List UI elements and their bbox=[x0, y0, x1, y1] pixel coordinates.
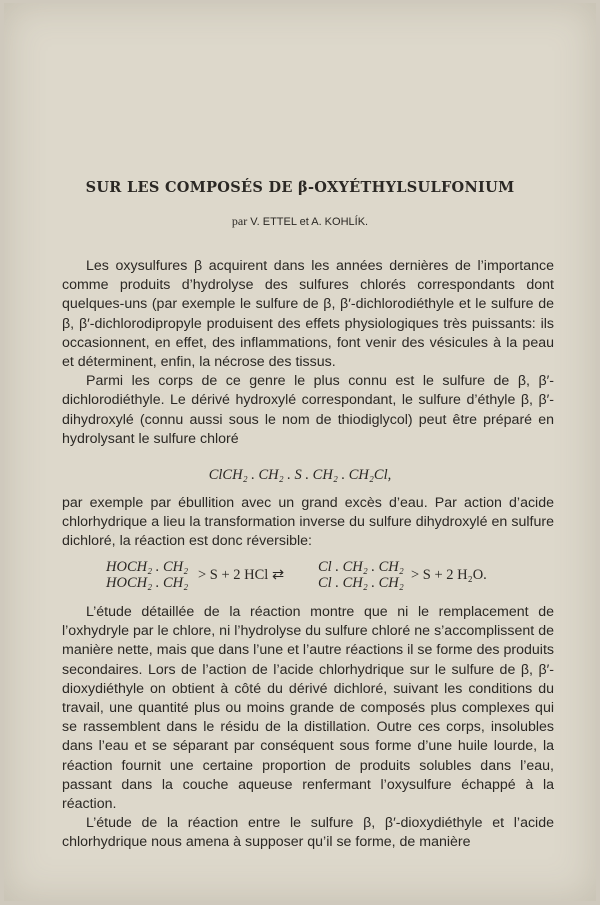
authors-names: V. ETTEL et A. KOHLÍK. bbox=[250, 216, 369, 228]
equation-right-middle: > S + 2 H₂O. bbox=[411, 567, 487, 583]
equation-left-top: HOCH₂ . CH₂ bbox=[106, 559, 189, 575]
paragraph-dichlorodiethyl: Parmi les corps de ce genre le plus connu est le sulfure de β, β′-dichlorodiéthyle. Le dérivé hydroxylé correspondant, le sulfure d’éthyle β, β′-dihydroxylé (connu aussi sous le nom de thiodiglycol) peut être préparé en hydrolysant le sulfure chloré bbox=[62, 373, 554, 447]
equation-right-product bbox=[318, 559, 404, 591]
equation-left-bottom: HOCH₂ . CH₂ bbox=[106, 575, 189, 591]
reversible-reaction-equation bbox=[106, 559, 526, 597]
equation-right-top: Cl . CH₂ . CH₂ bbox=[318, 559, 404, 575]
article-authors bbox=[0, 214, 600, 229]
body-text-block-3 bbox=[62, 603, 554, 853]
body-text-block-1 bbox=[62, 257, 554, 449]
equation-left-reactant bbox=[106, 559, 188, 591]
formula-dichlorodiethyl-sulfide: ClCH₂ . CH₂ . S . CH₂ . CH₂Cl, bbox=[208, 467, 392, 483]
paragraph-reaction-study: L’étude de la réaction entre le sulfure β, β′-dioxydiéthyle et l’acide chlorhydrique nous amena à supposer qu’il se forme, de manière bbox=[62, 815, 554, 851]
paragraph-detailed-study: L’étude détaillée de la réaction montre que ni le remplacement de l’oxhydryle par le chlore, ni l’hydrolyse du sulfure chloré ne s’accomplissent de manière nette, mais que dans l’une et l’autre réactions il se forme des produits secondaires. Lors de l’action de l’acide chlorhydrique sur le sulfure de β, β′-dioxydiéthyle on obtient à côté du dérivé dichloré, suivant les conditions du travail, une quantité plus ou moins grande de composés plus complexes qui se rassemblent dans le résidu de la distillation. Outre ces corps, insolubles dans l’eau et se séparant par conséquent sous forme d’une huile lourde, la réaction fournit une certaine proportion de produits solubles dans l’eau, passant dans la couche aqueuse renfermant l’oxysulfure échappé à la réaction. bbox=[62, 604, 554, 813]
equation-left-middle: > S + 2 HCl ⇄ bbox=[198, 567, 285, 583]
authors-prefix: par bbox=[231, 214, 248, 228]
paragraph-intro: Les oxysulfures β acquirent dans les années dernières de l’importance comme produits d’hydrolyse des sulfures chlorés correspondants dont quelques-uns (par exemple le sulfure de β, β′-dichlorodiéthyle et le sulfure de β, β′-dichlorodipropyle produisent des effets physiologiques très puissants: ils occasionnent, en effet, des inflammations, font venir des vésicules à la peau et déterminent, enfin, la nécrose des tissus. bbox=[62, 258, 554, 371]
equation-right-bottom: Cl . CH₂ . CH₂ bbox=[318, 575, 404, 591]
paragraph-hydrolysis: par exemple par ébullition avec un grand excès d’eau. Par action d’acide chlorhydrique a lieu la transformation inverse du sulfure dihydroxylé en sulfure dichloré, la réaction est donc réversible: bbox=[62, 495, 554, 550]
body-text-block-2 bbox=[62, 494, 554, 552]
article-title: SUR LES COMPOSÉS DE β-OXYÉTHYLSULFONIUM bbox=[85, 179, 515, 196]
